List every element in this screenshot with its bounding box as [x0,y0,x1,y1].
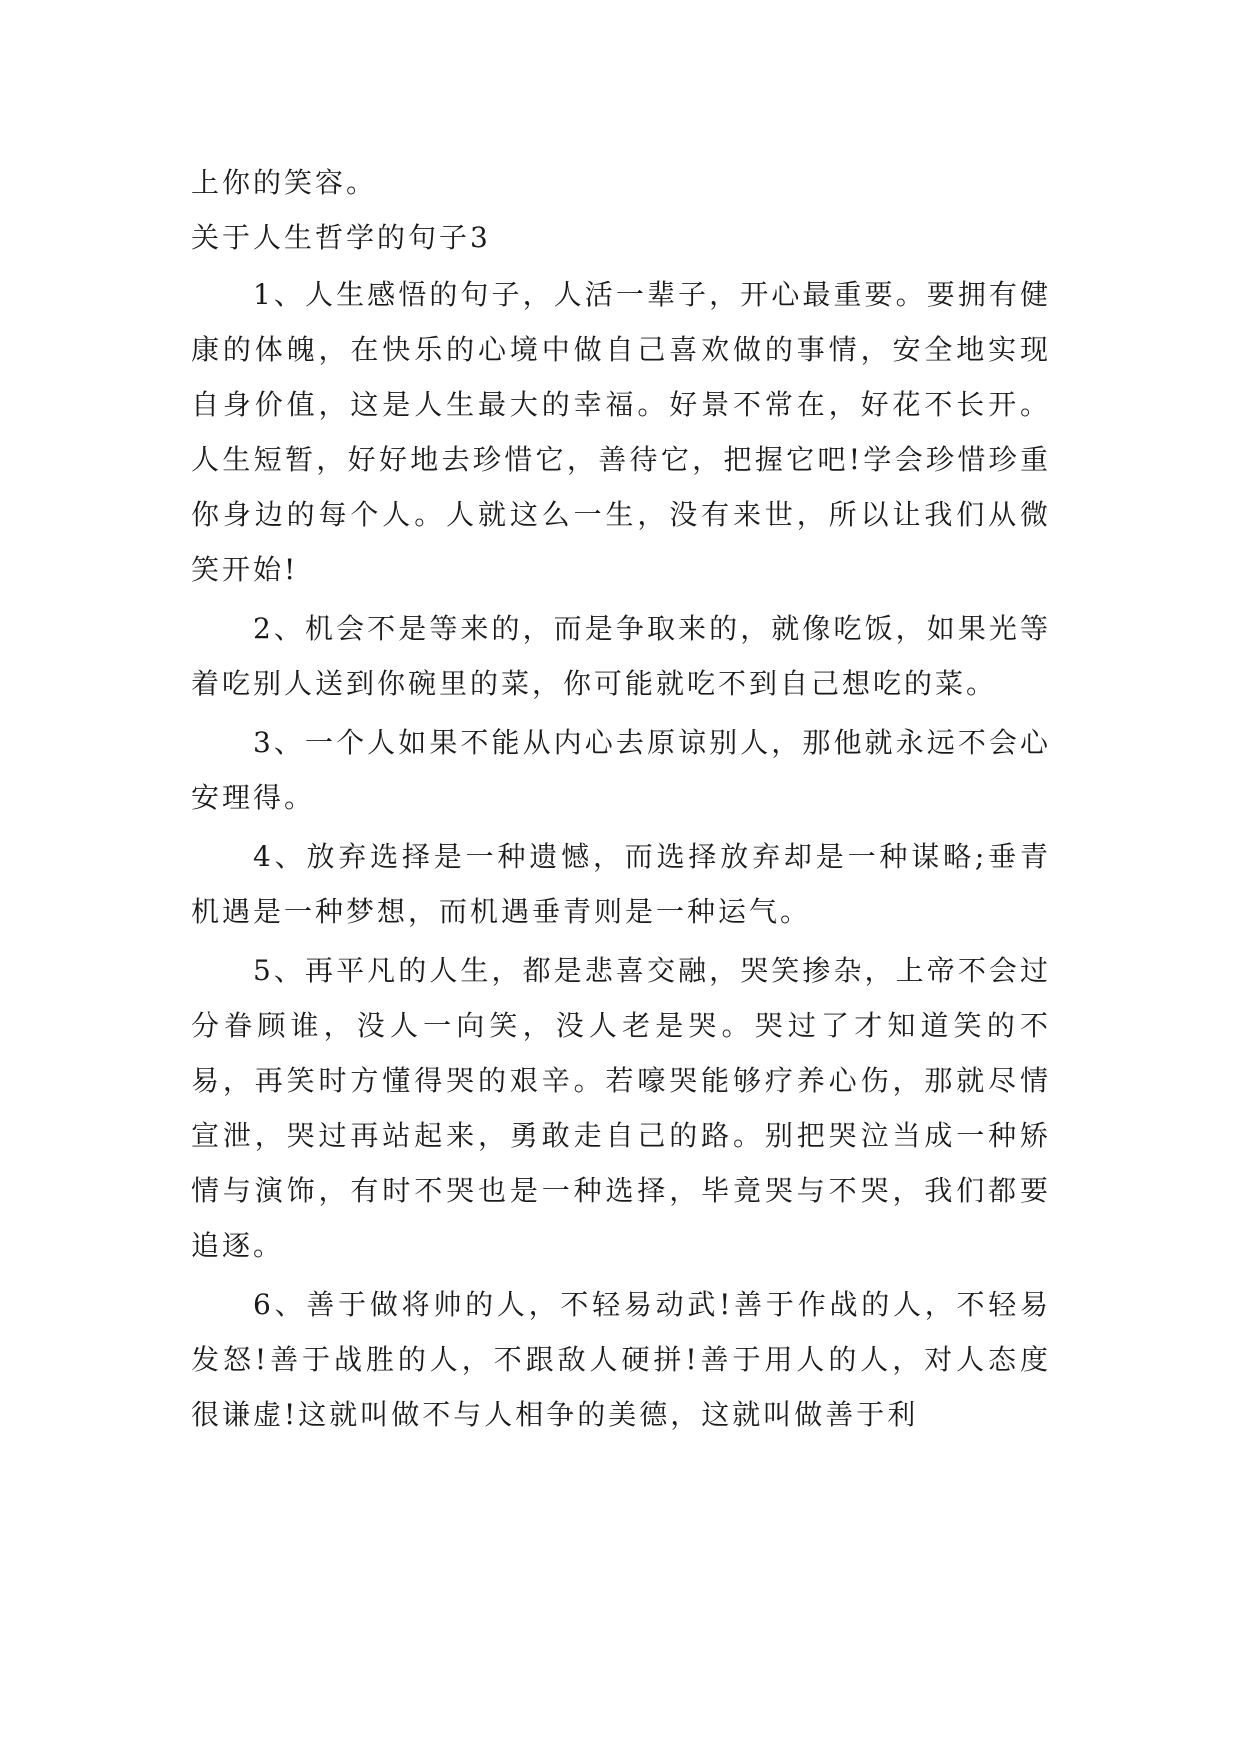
paragraph-1: 1、人生感悟的句子，人活一辈子，开心最重要。要拥有健康的体魄，在快乐的心境中做自己喜欢做的事情，安全地实现自身价值，这是人生最大的幸福。好景不常在，好花不长开。人生短暂，好好地去珍惜它，善待它，把握它吧!学会珍惜珍重你身边的每个人。人就这么一生，没有来世，所以让我们从微笑开始! [191,278,1051,586]
paragraph-3: 3、一个人如果不能从内心去原谅别人，那他就永远不会心安理得。 [191,726,1051,814]
paragraph-2: 2、机会不是等来的，而是争取来的，就像吃饭，如果光等着吃别人送到你碗里的菜，你可能就吃不到自己想吃的菜。 [191,612,1051,700]
paragraph-6: 6、善于做将帅的人，不轻易动武!善于作战的人，不轻易发怒!善于战胜的人，不跟敌人硬拼!善于用人的人，对人态度很谦虚!这就叫做不与人相争的美德，这就叫做善于利 [191,1288,1051,1431]
paragraph-5: 5、再平凡的人生，都是悲喜交融，哭笑掺杂，上帝不会过分眷顾谁，没人一向笑，没人老是哭。哭过了才知道笑的不易，再笑时方懂得哭的艰辛。若嚎哭能够疗养心伤，那就尽情宣泄，哭过再站起来，勇敢走自己的路。别把哭泣当成一种矫情与演饰，有时不哭也是一种选择，毕竟哭与不哭，我们都要追逐。 [191,954,1051,1262]
section-title: 关于人生哲学的句子3 [191,221,491,254]
document-page [191,155,1051,1446]
lead-line: 上你的笑容。 [191,166,378,199]
paragraph-4: 4、放弃选择是一种遗憾，而选择放弃却是一种谋略;垂青机遇是一种梦想，而机遇垂青则是一种运气。 [191,840,1051,928]
